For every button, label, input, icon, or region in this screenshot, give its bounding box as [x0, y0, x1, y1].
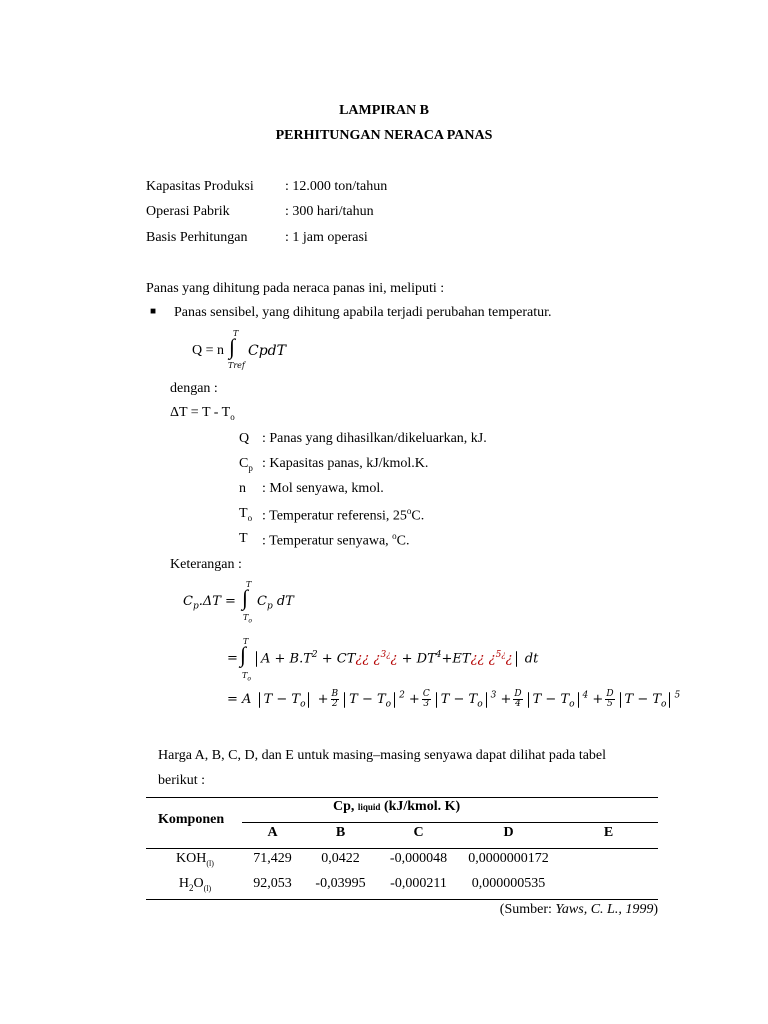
def-sym-cp: [239, 456, 253, 473]
table-cp-header: [333, 799, 460, 815]
eq-line3: = A $T - T_o$ + $\frac{B}{2}$ $T - T_o^2$ + $\frac{C}{3}$ $T - T_o^3$ + $\frac{D}{4}$ $T - T_o^4$ + $\frac{D}{5}$ $T - T_o^5$: [227, 689, 681, 710]
page-title: LAMPIRAN B: [339, 103, 429, 118]
delta-t-sub: o: [230, 411, 235, 422]
formula-q-lhs: Q = n: [192, 343, 225, 358]
intro-text: Panas yang dihitung pada neraca panas ini, meliputi :: [146, 281, 445, 296]
info-value-operasi: : 300 hari/tahun: [285, 204, 374, 219]
formula-lower-limit: Tref: [228, 361, 245, 370]
eq-line1-cp: C: [183, 594, 193, 609]
table-source: [500, 902, 658, 918]
eq-line2-lower-sub: o: [247, 675, 251, 683]
eq-line2-equals: =: [227, 651, 238, 666]
table-top-rule: [146, 797, 658, 798]
eq-line3-bracket: [394, 692, 396, 708]
eq-line2-err2-c: ¿: [505, 651, 513, 667]
eq-line3-frac-num: D: [514, 689, 522, 699]
eq-line2-open-bracket: [256, 651, 258, 667]
def-desc-t-end: C.: [396, 533, 410, 549]
delta-t-equation: [170, 405, 235, 422]
eq-line3-bracket: [436, 692, 438, 708]
eq-line3-pow: 2: [399, 690, 405, 701]
harga-line1: Harga A, B, C, D, dan E untuk masing–masing senyawa dapat dilihat pada tabel: [158, 748, 607, 763]
bullet-text: Panas sensibel, yang dihitung apabila terjadi perubahan temperatur.: [174, 305, 552, 320]
table-row-h2o-h: H: [178, 876, 189, 891]
eq-line3-frac: [513, 690, 522, 709]
source-prefix: (Sumber:: [499, 902, 556, 917]
eq-line3-frac: [422, 690, 431, 709]
eq-line2-close-bracket: [516, 651, 518, 667]
eq-line1-lower: [243, 613, 252, 625]
eq-line3-bracket: [344, 692, 346, 708]
table-col-c: C: [413, 825, 424, 840]
table-row-koh-name: [160, 851, 230, 868]
eq-line3-bracket: [620, 692, 622, 708]
page-subtitle: PERHITUNGAN NERACA PANAS: [275, 128, 493, 143]
eq-line2-b: + CT: [321, 651, 356, 667]
def-sym-n: n: [239, 481, 246, 496]
integral-icon: ∫: [242, 585, 249, 610]
eq-line2-err2: ¿¿ ¿: [470, 651, 496, 667]
eq-line3-term: T − T: [263, 692, 301, 707]
table-cp-sub: liquid: [357, 802, 381, 812]
def-desc-cp: : Kapasitas panas, kJ/kmol.K.: [262, 456, 429, 471]
eq-line2-err2-sup: 5: [495, 650, 502, 660]
def-desc-to-end: C.: [411, 508, 425, 524]
info-label-operasi: Operasi Pabrik: [146, 204, 230, 219]
eq-line1-lhs: [183, 594, 236, 612]
eq-line3-frac-num: D: [606, 689, 614, 699]
eq-line3-bracket: [308, 692, 310, 708]
eq-line1-lower-t: T: [243, 613, 249, 622]
eq-line3-pow: 3: [490, 690, 497, 701]
table-row-h2o-2: 2: [188, 882, 194, 893]
table-bottom-rule: [146, 899, 658, 900]
table-komponen-header: Komponen: [158, 812, 225, 827]
table-cell: 0,000000535: [471, 876, 546, 891]
eq-line3-term-sub: o: [300, 699, 306, 710]
table-row-h2o-sub: (l): [203, 883, 212, 893]
eq-line3-term-sub: o: [661, 699, 667, 710]
def-desc-q: : Panas yang dihasilkan/dikeluarkan, kJ.: [262, 431, 487, 446]
eq-line2-err1: ¿¿ ¿: [355, 651, 381, 667]
table-sub-rule: [242, 822, 658, 823]
def-desc-t-sup: o: [392, 531, 397, 541]
def-desc-to-text: : Temperatur referensi, 25: [262, 508, 407, 524]
info-value-kapasitas: : 12.000 ton/tahun: [285, 179, 388, 194]
dengan-label: dengan :: [170, 381, 218, 396]
eq-line2-c: + DT: [401, 651, 436, 667]
eq-line3-frac-num: C: [422, 689, 430, 699]
def-sym-t: T: [239, 531, 248, 546]
eq-line2-body: [253, 650, 538, 667]
eq-line1-rhs: [257, 594, 294, 612]
def-sym-to-main: T: [239, 506, 248, 521]
eq-line3-term: T − T: [349, 692, 386, 707]
eq-line1-upper: T: [246, 580, 252, 589]
eq-line2-err1-c: ¿: [390, 651, 398, 667]
table-cell: -0,03995: [315, 876, 366, 891]
def-sym-cp-main: C: [239, 456, 249, 471]
table-cell: 0,0422: [321, 851, 360, 866]
table-col-d: D: [503, 825, 514, 840]
eq-line3-frac-den: 4: [515, 699, 521, 709]
eq-line3-term-sub: o: [569, 699, 575, 710]
eq-line3-bracket: [486, 692, 488, 708]
info-label-kapasitas: Kapasitas Produksi: [146, 179, 254, 194]
eq-line3-term-sub: o: [385, 699, 392, 710]
eq-line3-frac: [605, 690, 614, 709]
def-desc-to-sup: o: [406, 506, 412, 516]
source-ref: Yaws, C. L., 1999: [555, 902, 654, 917]
eq-line2-dt: dt: [524, 651, 539, 667]
table-cell: 71,429: [253, 851, 292, 866]
eq-line1-dt: dT: [276, 594, 294, 609]
info-label-basis: Basis Perhitungan: [146, 230, 248, 245]
table-header-rule: [146, 848, 658, 849]
eq-line3-bracket: [669, 692, 671, 708]
eq-line2-lower: [242, 671, 251, 683]
keterangan-label: Keterangan :: [170, 557, 242, 572]
integral-icon: ∫: [229, 334, 236, 359]
def-desc-to: [262, 506, 424, 525]
table-col-b: B: [335, 825, 346, 840]
formula-upper-limit: T: [233, 329, 239, 338]
table-cell: 0,0000000172: [468, 851, 549, 866]
delta-t-text: ΔT = T - T: [170, 405, 231, 420]
def-sym-to: [239, 506, 252, 523]
eq-line3-pow: 4: [582, 690, 589, 701]
eq-line3-term: T − T: [440, 692, 478, 707]
integral-icon: ∫: [240, 642, 247, 667]
eq-line2-a: A + B.T: [261, 651, 312, 667]
eq-line2-a-sup: 2: [311, 650, 318, 660]
def-desc-t: [262, 531, 410, 550]
eq-line3-frac: [331, 690, 340, 709]
eq-line2-err2-b: ¿: [501, 650, 506, 659]
info-value-basis: : 1 jam operasi: [285, 230, 368, 245]
eq-line2-upper: T: [243, 637, 249, 646]
harga-line2: berikut :: [158, 773, 206, 788]
def-sym-cp-sub: p: [248, 462, 253, 473]
table-col-e: E: [603, 825, 614, 840]
source-suffix: ): [653, 902, 658, 917]
table-row-koh-label: KOH: [176, 851, 207, 866]
eq-line3-frac-den: 3: [423, 699, 430, 709]
eq-line1-cp-sub: p: [192, 601, 199, 612]
eq-line1-rhs-c: C: [257, 594, 267, 609]
def-desc-n: : Mol senyawa, kmol.: [262, 481, 384, 496]
table-row-h2o-o: O: [193, 876, 204, 891]
table-cell: -0,000211: [390, 876, 447, 891]
table-row-h2o-name: [160, 876, 230, 893]
eq-line2-c-sup: 4: [435, 650, 442, 660]
table-col-a: A: [267, 825, 278, 840]
eq-line3-term-sub: o: [477, 699, 483, 710]
eq-line1-lower-sub: o: [248, 617, 252, 625]
eq-line1-mid: .ΔT =: [198, 594, 236, 609]
table-cp-unit: (kJ/kmol. K): [383, 799, 461, 814]
eq-line3-term: T − T: [532, 692, 570, 707]
eq-line3-pow: 5: [674, 690, 681, 701]
def-sym-q: Q: [239, 431, 250, 446]
eq-line3-bracket: [528, 692, 530, 708]
eq-line1-rhs-sub: p: [266, 601, 273, 612]
eq-line3-term: T − T: [624, 692, 662, 707]
table-row-koh-sub: (l): [206, 858, 214, 868]
eq-line3-bracket: [259, 692, 261, 708]
eq-line2-err1-sup: 3: [380, 650, 387, 660]
formula-integrand: CpdT: [248, 343, 286, 359]
bullet-square-icon: ■: [150, 306, 157, 317]
eq-line3-frac-den: 5: [607, 699, 613, 709]
table-cell: -0,000048: [389, 851, 448, 866]
def-desc-t-text: : Temperatur senyawa,: [262, 533, 393, 549]
eq-line3-eq: = A: [227, 692, 252, 707]
eq-line2-err1-b: ¿: [386, 650, 391, 659]
table-cell: 92,053: [253, 876, 292, 891]
def-sym-to-sub: o: [247, 512, 253, 523]
eq-line2-lower-t: T: [242, 671, 248, 680]
eq-line3-frac-den: 2: [331, 699, 338, 709]
eq-line3-bracket: [578, 692, 580, 708]
eq-line2-d: +ET: [441, 651, 471, 667]
table-cp-main: Cp,: [333, 799, 355, 814]
eq-line3-frac-num: B: [331, 689, 339, 699]
